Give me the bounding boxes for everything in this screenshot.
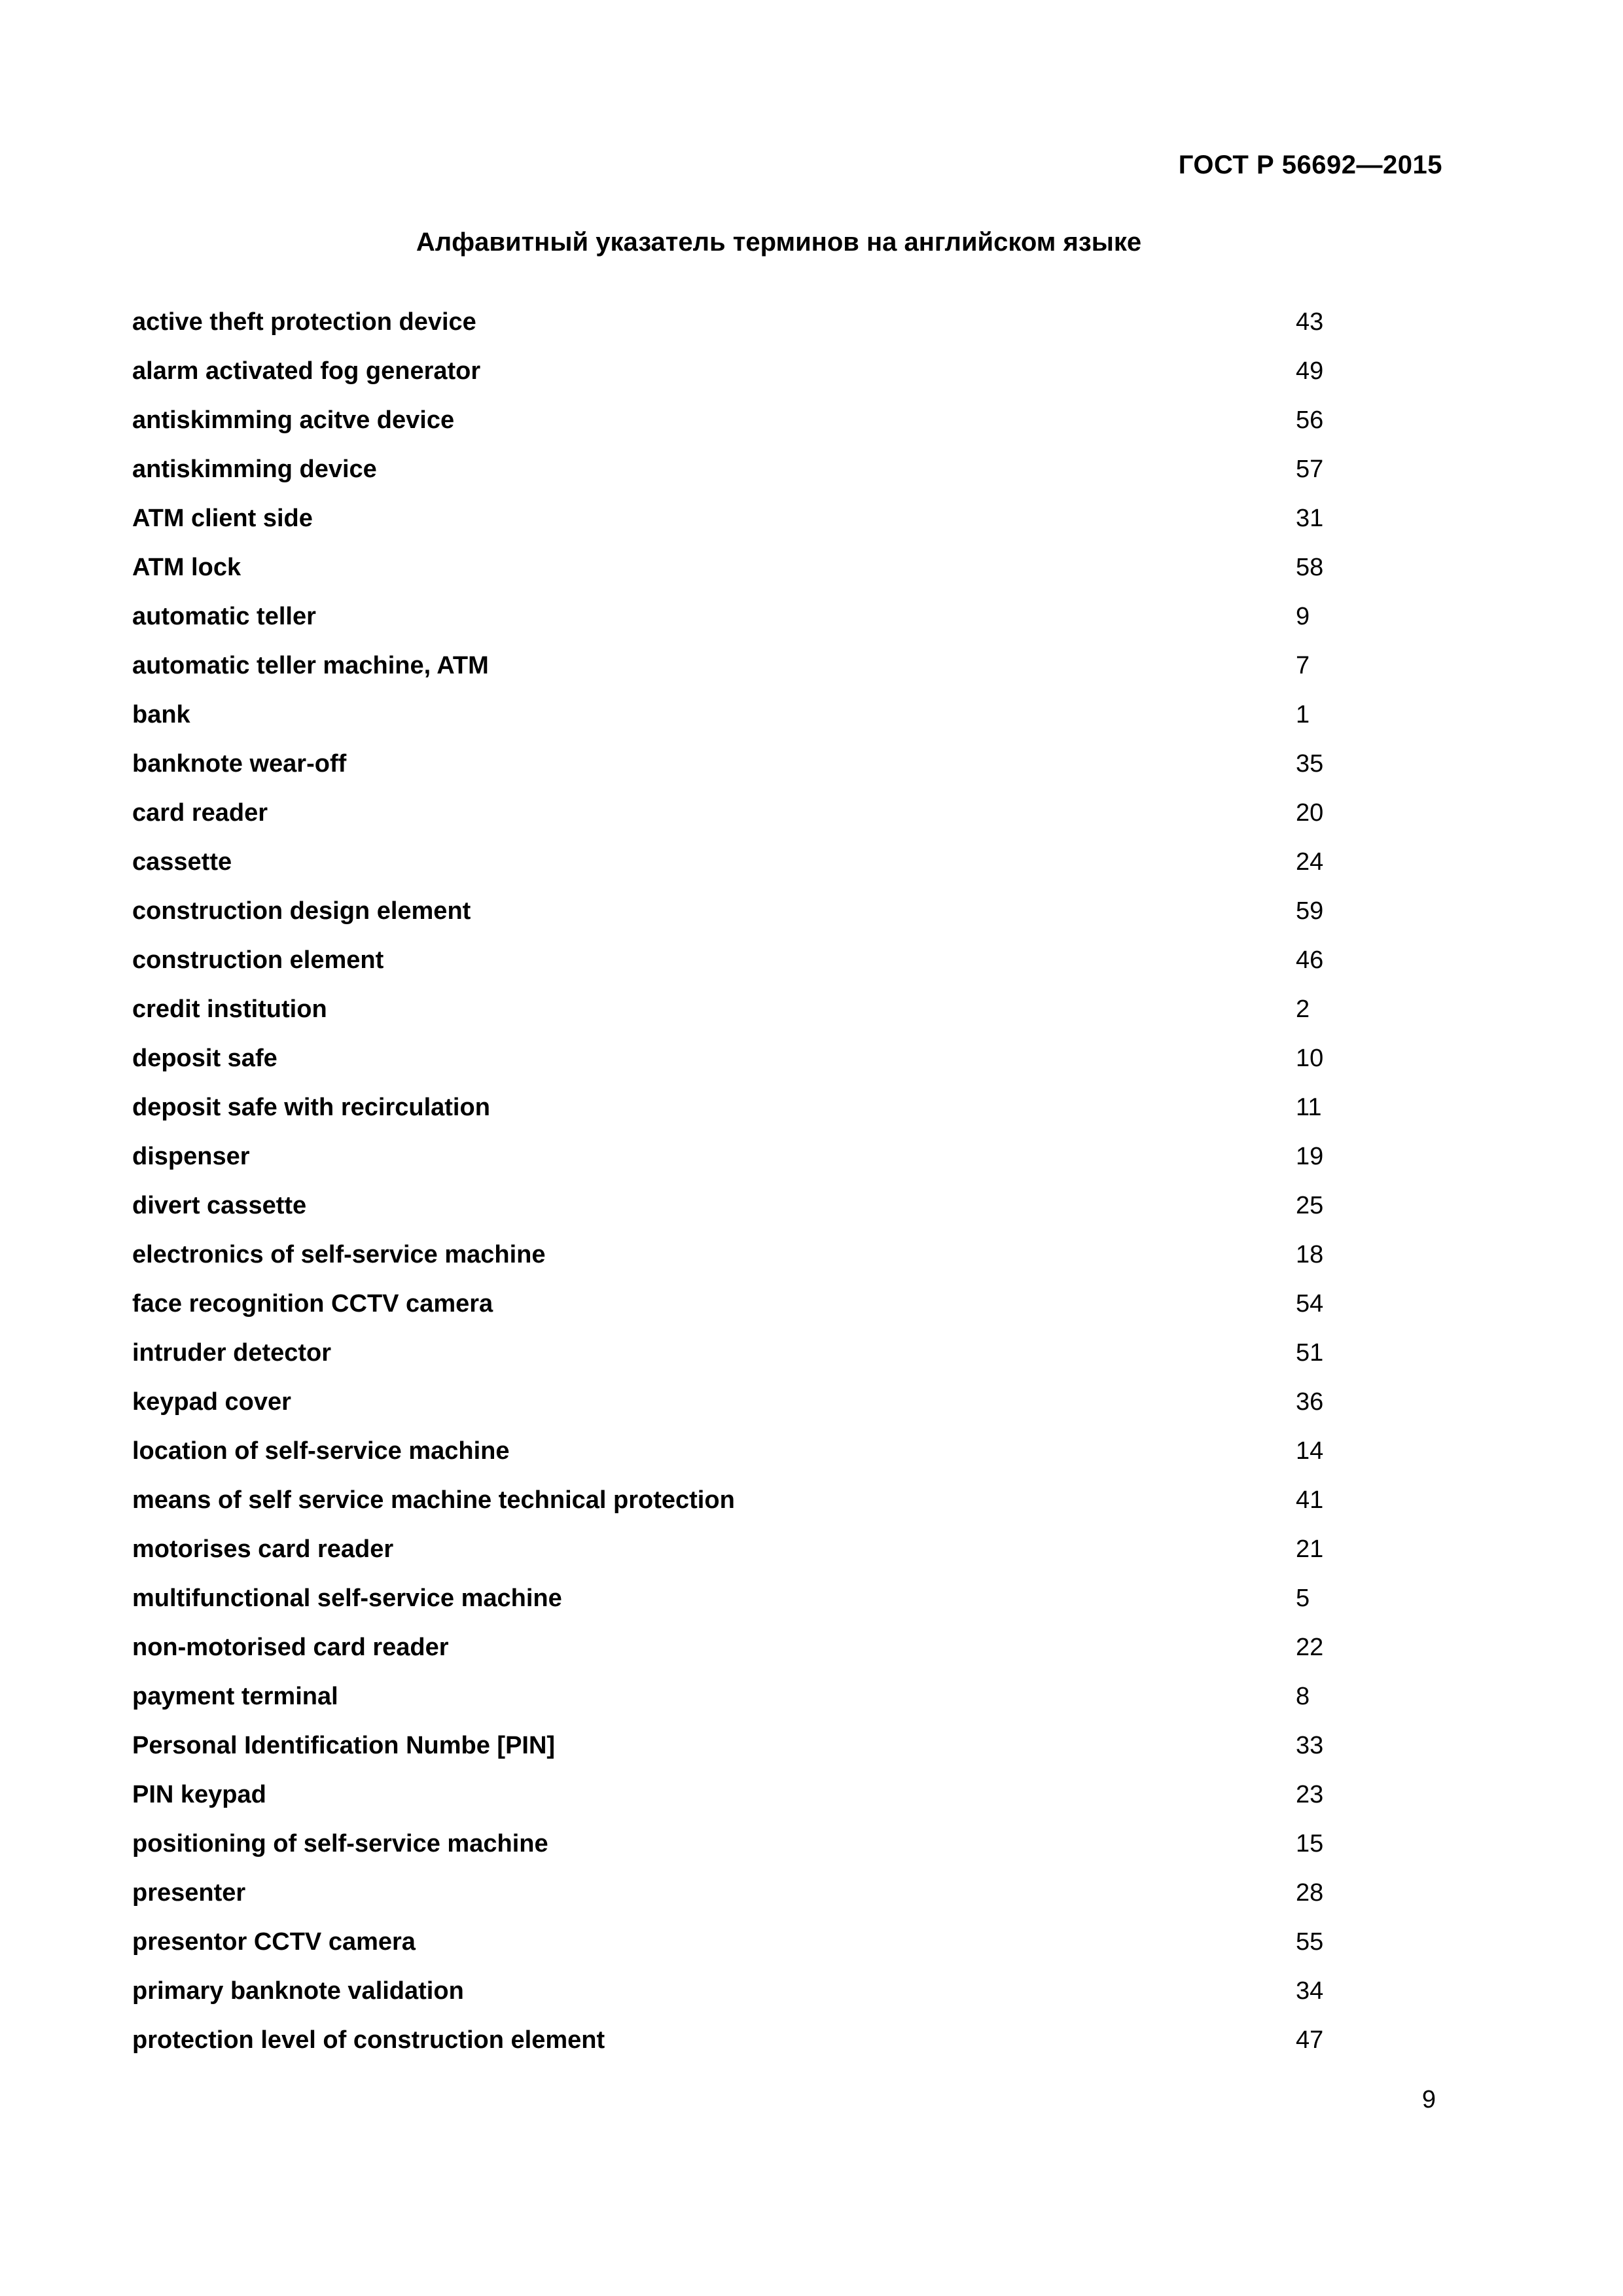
term-number: 11: [1296, 1094, 1322, 1121]
term-row: [132, 1770, 1376, 1820]
term-row: [132, 985, 1376, 1034]
term-number: 7: [1296, 652, 1310, 679]
term-row: [132, 1329, 1376, 1378]
term-row: [132, 887, 1376, 936]
term-number: 15: [1296, 1830, 1324, 1857]
term-number: 18: [1296, 1241, 1324, 1268]
term-row: [132, 396, 1376, 445]
term-text: electronics of self-service machine: [132, 1241, 546, 1268]
term-number: 57: [1296, 456, 1324, 483]
term-row: [132, 543, 1376, 592]
term-number: 56: [1296, 406, 1324, 434]
term-text: automatic teller: [132, 603, 316, 630]
term-row: [132, 1574, 1376, 1623]
term-number: 25: [1296, 1192, 1324, 1219]
term-text: dispenser: [132, 1143, 250, 1170]
term-number: 47: [1296, 2026, 1324, 2054]
term-row: [132, 838, 1376, 887]
term-number: 8: [1296, 1683, 1310, 1710]
term-text: means of self service machine technical protection: [132, 1486, 735, 1514]
term-number: 24: [1296, 848, 1324, 876]
term-number: 14: [1296, 1437, 1324, 1465]
term-row: [132, 1132, 1376, 1181]
term-row: [132, 1476, 1376, 1525]
term-number: 46: [1296, 946, 1324, 974]
term-text: positioning of self-service machine: [132, 1830, 548, 1857]
term-text: protection level of construction element: [132, 2026, 605, 2054]
term-number: 23: [1296, 1781, 1324, 1808]
term-number: 1: [1296, 701, 1310, 728]
term-text: credit institution: [132, 996, 327, 1023]
term-number: 20: [1296, 799, 1324, 827]
term-number: 22: [1296, 1634, 1324, 1661]
term-row: [132, 641, 1376, 691]
term-number: 19: [1296, 1143, 1324, 1170]
term-row: [132, 2016, 1376, 2065]
term-row: [132, 789, 1376, 838]
term-number: 2: [1296, 996, 1310, 1023]
term-number: 31: [1296, 505, 1324, 532]
term-row: [132, 445, 1376, 494]
term-text: multifunctional self-service machine: [132, 1585, 562, 1612]
term-text: non-motorised card reader: [132, 1634, 449, 1661]
term-text: automatic teller machine, ATM: [132, 652, 489, 679]
term-text: active theft protection device: [132, 308, 476, 336]
term-number: 49: [1296, 357, 1324, 385]
term-text: ATM client side: [132, 505, 313, 532]
term-row: [132, 1623, 1376, 1672]
term-row: [132, 1378, 1376, 1427]
term-row: [132, 1672, 1376, 1721]
term-text: presenter: [132, 1879, 246, 1907]
term-row: [132, 1721, 1376, 1770]
term-text: antiskimming device: [132, 456, 377, 483]
term-number: 33: [1296, 1732, 1324, 1759]
term-row: [132, 494, 1376, 543]
term-text: keypad cover: [132, 1388, 291, 1416]
term-text: PIN keypad: [132, 1781, 266, 1808]
term-text: presentor CCTV camera: [132, 1928, 416, 1956]
term-number: 28: [1296, 1879, 1324, 1907]
term-number: 43: [1296, 308, 1324, 336]
term-number: 10: [1296, 1045, 1324, 1072]
term-text: banknote wear-off: [132, 750, 347, 778]
term-row: [132, 1034, 1376, 1083]
term-text: intruder detector: [132, 1339, 332, 1367]
term-row: [132, 1427, 1376, 1476]
term-number: 35: [1296, 750, 1324, 778]
term-index-list: [132, 298, 1376, 2065]
page-number: 9: [1421, 2086, 1436, 2113]
term-text: divert cassette: [132, 1192, 307, 1219]
term-number: 41: [1296, 1486, 1324, 1514]
term-row: [132, 691, 1376, 740]
term-text: deposit safe: [132, 1045, 277, 1072]
term-row: [132, 1918, 1376, 1967]
term-number: 21: [1296, 1535, 1324, 1563]
term-number: 54: [1296, 1290, 1324, 1318]
term-text: motorises card reader: [132, 1535, 394, 1563]
index-title: Алфавитный указатель терминов на английском языке: [416, 228, 1142, 257]
term-row: [132, 592, 1376, 641]
term-number: 58: [1296, 554, 1324, 581]
term-number: 51: [1296, 1339, 1324, 1367]
term-number: 55: [1296, 1928, 1324, 1956]
term-text: primary banknote validation: [132, 1977, 464, 2005]
term-row: [132, 1967, 1376, 2016]
term-row: [132, 1525, 1376, 1574]
term-number: 36: [1296, 1388, 1324, 1416]
term-text: face recognition CCTV camera: [132, 1290, 493, 1318]
term-row: [132, 1083, 1376, 1132]
term-row: [132, 1869, 1376, 1918]
term-row: [132, 1230, 1376, 1280]
term-number: 59: [1296, 897, 1324, 925]
term-text: ATM lock: [132, 554, 241, 581]
term-number: 9: [1296, 603, 1310, 630]
term-row: [132, 347, 1376, 396]
term-row: [132, 1181, 1376, 1230]
term-text: bank: [132, 701, 190, 728]
term-text: cassette: [132, 848, 232, 876]
term-text: payment terminal: [132, 1683, 338, 1710]
term-row: [132, 936, 1376, 985]
term-row: [132, 298, 1376, 347]
term-text: alarm activated fog generator: [132, 357, 481, 385]
term-row: [132, 1820, 1376, 1869]
term-text: card reader: [132, 799, 268, 827]
term-text: construction design element: [132, 897, 471, 925]
term-row: [132, 1280, 1376, 1329]
term-row: [132, 740, 1376, 789]
term-number: 5: [1296, 1585, 1310, 1612]
term-text: construction element: [132, 946, 384, 974]
term-text: location of self-service machine: [132, 1437, 510, 1465]
term-text: deposit safe with recirculation: [132, 1094, 490, 1121]
document-code: ГОСТ Р 56692—2015: [1178, 151, 1442, 179]
term-number: 34: [1296, 1977, 1324, 2005]
term-text: antiskimming acitve device: [132, 406, 455, 434]
term-text: Personal Identification Numbe [PIN]: [132, 1732, 556, 1759]
